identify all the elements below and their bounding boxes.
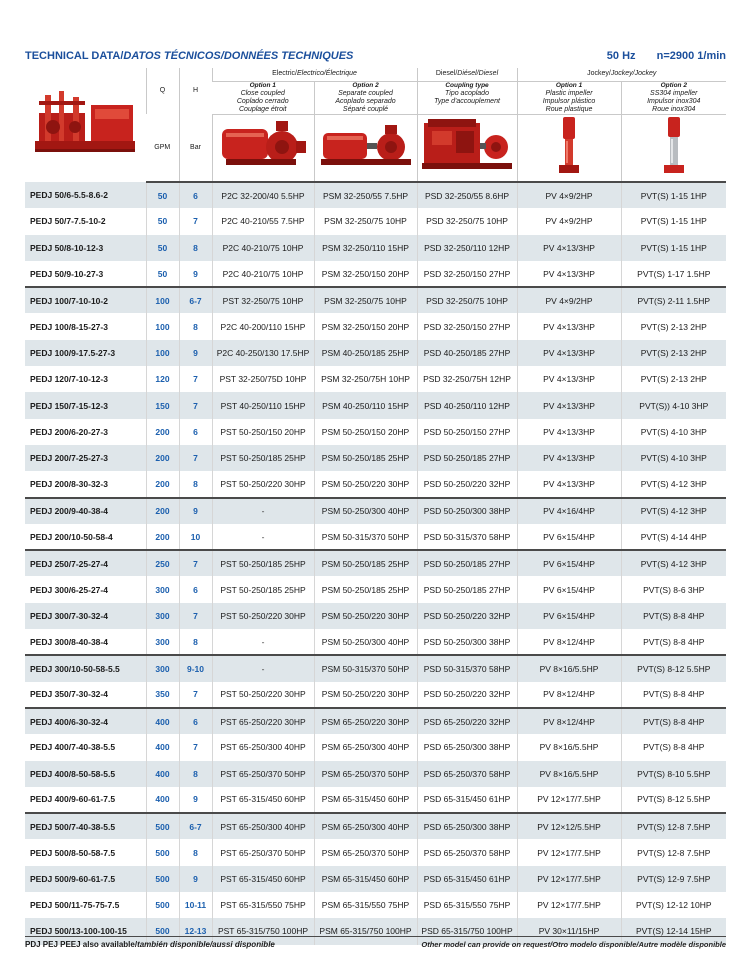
head-cell: 7 <box>179 445 212 471</box>
jockey-option1-cell: PV 4×9/2HP <box>517 287 621 313</box>
table-row <box>25 550 726 576</box>
jockey-option1-cell: PV 8×12/4HP <box>517 682 621 708</box>
flow-cell: 400 <box>146 708 179 734</box>
flow-cell: 50 <box>146 235 179 261</box>
jockey-option2-cell: PVT(S) 4-10 3HP <box>621 419 726 445</box>
jockey-option2-cell: PVT(S) 2-11 1.5HP <box>621 287 726 313</box>
jockey-option2-cell: PVT(S) 4-12 3HP <box>621 471 726 497</box>
model-cell: PEDJ 50/8-10-12-3 <box>25 235 146 261</box>
table-row <box>25 235 726 261</box>
diesel-cell: PSD 50-250/185 27HP <box>417 550 517 576</box>
electric-option1-cell: P2C 40-200/110 15HP <box>212 313 314 339</box>
jockey-option2-cell: PVT(S) 12-9 7.5HP <box>621 866 726 892</box>
separate-coupled-pump-icon <box>319 117 413 175</box>
electric-option2-cell: PSM 50-250/185 25HP <box>314 576 417 602</box>
jockey-option1-cell: PV 4×9/2HP <box>517 182 621 208</box>
head-cell: 8 <box>179 235 212 261</box>
speed-label: n=2900 1/min <box>656 50 726 62</box>
electric-option1-cell: PST 50-250/220 30HP <box>212 471 314 497</box>
table-row <box>25 208 726 234</box>
jockey-option1-cell: PV 4×13/3HP <box>517 261 621 287</box>
diesel-cell: PSD 65-250/300 38HP <box>417 813 517 839</box>
electric-option2-cell: PSM 50-250/220 30HP <box>314 603 417 629</box>
model-cell: PEDJ 500/9-60-61-7.5 <box>25 866 146 892</box>
electric-option2-cell: PSM 65-315/550 75HP <box>314 892 417 918</box>
electric-option1-cell: PST 65-250/300 40HP <box>212 813 314 839</box>
table-row <box>25 287 726 313</box>
electric-option2-cell: PSM 65-315/750 100HP <box>314 918 417 944</box>
jockey-option2-cell: PVT(S) 12-8 7.5HP <box>621 813 726 839</box>
table-row <box>25 708 726 734</box>
model-cell: PEDJ 150/7-15-12-3 <box>25 392 146 418</box>
table-row <box>25 892 726 918</box>
electric-option1-cell: PST 50-250/185 25HP <box>212 550 314 576</box>
flow-cell: 120 <box>146 366 179 392</box>
table-row <box>25 445 726 471</box>
flow-cell: 500 <box>146 813 179 839</box>
electric-option2-cell: PSM 32-250/75 10HP <box>314 287 417 313</box>
model-cell: PEDJ 100/9-17.5-27-3 <box>25 340 146 366</box>
jockey-option1-cell: PV 4×13/3HP <box>517 366 621 392</box>
diesel-group-header: Diesel/Diésel/Diesel <box>417 68 517 81</box>
jockey-option1-cell: PV 4×13/3HP <box>517 340 621 366</box>
diesel-image-cell <box>417 114 517 182</box>
jockey-option1-cell: PV 4×13/3HP <box>517 419 621 445</box>
diesel-cell: PSD 32-250/75 10HP <box>417 287 517 313</box>
jockey-option1-cell: PV 8×12/4HP <box>517 708 621 734</box>
pump-set-image-cell <box>25 68 146 182</box>
jockey-option1-cell: PV 6×15/4HP <box>517 576 621 602</box>
jockey-option2-cell: PVT(S) 12-14 15HP <box>621 918 726 944</box>
jockey-option1-cell: PV 4×13/3HP <box>517 235 621 261</box>
model-cell: PEDJ 500/7-40-38-5.5 <box>25 813 146 839</box>
jockey-option2-cell: PVT(S) 1-15 1HP <box>621 182 726 208</box>
electric-option1-cell: PST 65-250/370 50HP <box>212 761 314 787</box>
jockey-option2-cell: PVT(S) 1-17 1.5HP <box>621 261 726 287</box>
jockey-option1-cell: PV 12×17/7.5HP <box>517 892 621 918</box>
head-cell: 8 <box>179 761 212 787</box>
flow-cell: 500 <box>146 866 179 892</box>
diesel-cell: PSD 65-250/220 32HP <box>417 708 517 734</box>
model-cell: PEDJ 500/13-100-100-15 <box>25 918 146 944</box>
table-row <box>25 813 726 839</box>
flow-cell: 50 <box>146 182 179 208</box>
jockey-option2-cell: PVT(S) 8-8 4HP <box>621 734 726 760</box>
electric-option2-cell: PSM 50-250/220 30HP <box>314 682 417 708</box>
head-cell: 7 <box>179 392 212 418</box>
electric-option1-cell: - <box>212 655 314 681</box>
jockey-option1-cell: PV 12×17/7.5HP <box>517 839 621 865</box>
head-cell: 7 <box>179 682 212 708</box>
diesel-cell: PSD 65-250/370 58HP <box>417 839 517 865</box>
electric-option2-cell: PSM 50-315/370 50HP <box>314 524 417 550</box>
model-cell: PEDJ 350/7-30-32-4 <box>30 689 108 700</box>
electric-option1-cell: PST 50-250/185 25HP <box>212 445 314 471</box>
model-cell: PEDJ 100/8-15-27-3 <box>30 321 108 332</box>
electric-option2-cell: PSM 40-250/185 25HP <box>314 340 417 366</box>
diesel-cell: PSD 32-250/75 10HP <box>417 208 517 234</box>
model-cell: PEDJ 400/6-30-32-4 <box>25 708 146 734</box>
electric-option1-cell: P2C 40-210/75 10HP <box>212 235 314 261</box>
diesel-cell: PSD 40-250/110 12HP <box>417 392 517 418</box>
model-cell: PEDJ 300/8-40-38-4 <box>30 636 108 647</box>
model-cell: PEDJ 50/9-10-27-3 <box>30 268 104 279</box>
diesel-option-desc: Coupling type Tipo acoplado Type d'accouplement <box>417 81 517 114</box>
electric-option1-cell: PST 65-315/450 60HP <box>212 866 314 892</box>
flow-cell: 300 <box>146 576 179 602</box>
diesel-cell: PSD 50-315/370 58HP <box>417 524 517 550</box>
electric-option1-cell: PST 65-315/750 100HP <box>212 918 314 944</box>
model-cell: PEDJ 200/8-30-32-3 <box>30 478 108 489</box>
jockey-option1-cell: PV 12×17/7.5HP <box>517 787 621 813</box>
electric-option1-cell: - <box>212 524 314 550</box>
flow-unit: GPM <box>146 114 179 182</box>
flow-cell: 50 <box>146 261 179 287</box>
electric-option1-cell: - <box>212 498 314 524</box>
table-row <box>25 655 726 681</box>
model-cell: PEDJ 250/7-25-27-4 <box>25 550 146 576</box>
electric-option2-cell: PSM 65-315/450 60HP <box>314 787 417 813</box>
head-cell: 6 <box>179 576 212 602</box>
electric-option1-cell: PST 50-250/220 30HP <box>212 682 314 708</box>
flow-cell: 500 <box>146 839 179 865</box>
flow-cell: 300 <box>146 655 179 681</box>
electric-option2-cell: PSM 32-250/75H 10HP <box>314 366 417 392</box>
electric-option2-cell: PSM 50-250/150 20HP <box>314 419 417 445</box>
electric-option2-cell: PSM 65-250/220 30HP <box>314 708 417 734</box>
head-cell: 7 <box>179 208 212 234</box>
electric-option1-cell: P2C 40-210/55 7.5HP <box>212 208 314 234</box>
jockey-option1-cell: PV 4×13/3HP <box>517 313 621 339</box>
jockey-option2-cell: PVT(S) 4-10 3HP <box>621 445 726 471</box>
jockey-option2-cell: PVT(S) 4-12 3HP <box>621 498 726 524</box>
jockey-option2-cell: PVT(S) 8-8 4HP <box>621 603 726 629</box>
flow-cell: 200 <box>146 524 179 550</box>
flow-cell: 50 <box>146 208 179 234</box>
technical-data-table <box>25 68 726 945</box>
head-header: H <box>179 68 212 114</box>
flow-cell: 100 <box>146 313 179 339</box>
head-cell: 8 <box>179 839 212 865</box>
diesel-cell: PSD 50-250/150 27HP <box>417 419 517 445</box>
head-cell: 6-7 <box>179 813 212 839</box>
head-cell: 6-7 <box>179 287 212 313</box>
diesel-cell: PSD 50-250/185 27HP <box>417 445 517 471</box>
jockey-group-header: Jockey/Jockey/Jockey <box>517 68 726 81</box>
jockey-option1-cell: PV 4×13/3HP <box>517 445 621 471</box>
model-cell: PEDJ 50/6-5.5-8.6-2 <box>25 182 146 208</box>
table-row <box>25 761 726 787</box>
diesel-cell: PSD 32-250/55 8.6HP <box>417 182 517 208</box>
electric-option2-cell: PSM 32-250/110 15HP <box>314 235 417 261</box>
model-cell: PEDJ 300/6-25-27-4 <box>30 584 108 595</box>
table-row <box>25 839 726 865</box>
head-cell: 9 <box>179 340 212 366</box>
head-cell: 8 <box>179 471 212 497</box>
electric-option2-cell: PSM 65-250/300 40HP <box>314 813 417 839</box>
jockey-option2-cell: PVT(S) 8-8 4HP <box>621 708 726 734</box>
diesel-cell: PSD 32-250/75H 12HP <box>417 366 517 392</box>
diesel-cell: PSD 32-250/150 27HP <box>417 313 517 339</box>
head-unit: Bar <box>179 114 212 182</box>
flow-cell: 300 <box>146 603 179 629</box>
jockey-option1-cell: PV 8×16/5.5HP <box>517 655 621 681</box>
jockey-option1-desc: Option 1 Plastic impeller Impulsor plástico Roue plastique <box>517 81 621 114</box>
jockey-option2-cell: PVT(S) 12-12 10HP <box>621 892 726 918</box>
vertical-jockey-pump-ss-icon <box>659 115 689 177</box>
jockey-option2-cell: PVT(S) 8-8 4HP <box>621 682 726 708</box>
separate-coupled-image-cell <box>314 114 417 182</box>
head-cell: 6 <box>179 708 212 734</box>
electric-option2-cell: PSM 65-250/370 50HP <box>314 839 417 865</box>
table-row <box>25 682 726 708</box>
table-row <box>25 498 726 524</box>
head-cell: 9 <box>179 787 212 813</box>
flow-cell: 400 <box>146 761 179 787</box>
diesel-cell: PSD 65-315/750 100HP <box>417 918 517 944</box>
electric-option1-cell: PST 50-250/150 20HP <box>212 419 314 445</box>
diesel-cell: PSD 65-250/300 38HP <box>417 734 517 760</box>
jockey-option2-cell: PVT(S)) 4-10 3HP <box>621 392 726 418</box>
footer-availability-note: PDJ PEJ PEEJ also available/también disponible/aussi disponible <box>25 940 275 949</box>
head-cell: 7 <box>179 550 212 576</box>
diesel-cell: PSD 65-250/370 58HP <box>417 761 517 787</box>
diesel-cell: PSD 40-250/185 27HP <box>417 340 517 366</box>
flow-cell: 300 <box>146 629 179 655</box>
electric-option2-cell: PSM 50-250/185 25HP <box>314 550 417 576</box>
electric-option2-cell: PSM 32-250/150 20HP <box>314 261 417 287</box>
jockey2-image-cell <box>621 114 726 182</box>
flow-cell: 500 <box>146 918 179 944</box>
electric-option1-desc: Option 1 Close coupled Coplado cerrado Couplage étroit <box>212 81 314 114</box>
model-cell: PEDJ 300/10-50-58-5.5 <box>25 655 146 681</box>
model-cell: PEDJ 200/9-40-38-4 <box>25 498 146 524</box>
flow-cell: 500 <box>146 892 179 918</box>
close-coupled-pump-icon <box>216 117 310 175</box>
head-cell: 12-13 <box>179 918 212 944</box>
footer-request-note: Other model can provide on request/Otro modelo disponible/Autre modèle disponible <box>421 940 726 949</box>
diesel-cell: PSD 65-315/450 61HP <box>417 787 517 813</box>
electric-option1-cell: - <box>212 629 314 655</box>
table-row <box>25 866 726 892</box>
electric-option1-cell: P2C 40-210/75 10HP <box>212 261 314 287</box>
diesel-cell: PSD 50-250/300 38HP <box>417 498 517 524</box>
electric-option2-cell: PSM 50-250/300 40HP <box>314 498 417 524</box>
diesel-cell: PSD 50-315/370 58HP <box>417 655 517 681</box>
electric-group-header: Electric/Electrico/Électrique <box>212 68 417 81</box>
electric-option1-cell: P2C 32-200/40 5.5HP <box>212 182 314 208</box>
diesel-pump-icon <box>420 115 514 177</box>
flow-cell: 200 <box>146 498 179 524</box>
diesel-cell: PSD 32-250/150 27HP <box>417 261 517 287</box>
flow-cell: 200 <box>146 471 179 497</box>
model-cell: PEDJ 500/8-50-58-7.5 <box>30 847 116 858</box>
page-spec <box>589 50 726 62</box>
table-row <box>25 261 726 287</box>
model-cell: PEDJ 400/7-40-38-5.5 <box>30 742 116 753</box>
model-cell: PEDJ 400/9-60-61-7.5 <box>30 794 116 805</box>
electric-option1-cell: PST 65-250/300 40HP <box>212 734 314 760</box>
jockey-option1-cell: PV 4×9/2HP <box>517 208 621 234</box>
diesel-cell: PSD 65-315/450 61HP <box>417 866 517 892</box>
flow-cell: 400 <box>146 734 179 760</box>
electric-option2-cell: PSM 40-250/110 15HP <box>314 392 417 418</box>
electric-option1-cell: PST 32-250/75 10HP <box>212 287 314 313</box>
jockey-option2-cell: PVT(S) 4-12 3HP <box>621 550 726 576</box>
jockey-option2-cell: PVT(S) 4-14 4HP <box>621 524 726 550</box>
table-row <box>25 419 726 445</box>
electric-option2-cell: PSM 32-250/75 10HP <box>314 208 417 234</box>
electric-option2-cell: PSM 65-250/370 50HP <box>314 761 417 787</box>
table-row <box>25 576 726 602</box>
model-cell: PEDJ 50/7-7.5-10-2 <box>30 216 106 227</box>
flow-cell: 150 <box>146 392 179 418</box>
frequency-label: 50 Hz <box>606 50 636 62</box>
electric-option2-cell: PSM 32-250/150 20HP <box>314 313 417 339</box>
electric-option2-cell: PSM 50-250/300 40HP <box>314 629 417 655</box>
head-cell: 8 <box>179 629 212 655</box>
electric-option2-cell: PSM 50-250/220 30HP <box>314 471 417 497</box>
jockey-option2-cell: PVT(S) 8-8 4HP <box>621 629 726 655</box>
table-row <box>25 734 726 760</box>
page-title: TECHNICAL DATA/DATOS TÉCNICOS/DONNÉES TECHNIQUES <box>25 50 354 62</box>
diesel-cell: PSD 32-250/110 12HP <box>417 235 517 261</box>
electric-option1-cell: PST 65-315/550 75HP <box>212 892 314 918</box>
jockey-option1-cell: PV 4×13/3HP <box>517 471 621 497</box>
flow-cell: 250 <box>146 550 179 576</box>
electric-option2-cell: PSM 50-250/185 25HP <box>314 445 417 471</box>
vertical-jockey-pump-icon <box>554 115 584 177</box>
jockey-option2-cell: PVT(S) 2-13 2HP <box>621 313 726 339</box>
head-cell: 9 <box>179 261 212 287</box>
diesel-cell: PSD 50-250/220 32HP <box>417 682 517 708</box>
head-cell: 6 <box>179 419 212 445</box>
flow-cell: 350 <box>146 682 179 708</box>
diesel-cell: PSD 65-315/550 75HP <box>417 892 517 918</box>
jockey-option2-cell: PVT(S) 8-12 5.5HP <box>621 787 726 813</box>
electric-option1-cell: P2C 40-250/130 17.5HP <box>212 340 314 366</box>
electric-option2-cell: PSM 65-315/450 60HP <box>314 866 417 892</box>
jockey-option2-cell: PVT(S) 2-13 2HP <box>621 366 726 392</box>
electric-option2-cell: PSM 50-315/370 50HP <box>314 655 417 681</box>
table-row <box>25 182 726 208</box>
table-row <box>25 392 726 418</box>
jockey-option1-cell: PV 6×15/4HP <box>517 550 621 576</box>
footer-divider <box>25 936 726 937</box>
jockey-option1-cell: PV 4×16/4HP <box>517 498 621 524</box>
electric-option1-cell: PST 65-250/220 30HP <box>212 708 314 734</box>
model-cell: PEDJ 120/7-10-12-3 <box>30 374 108 385</box>
diesel-cell: PSD 50-250/185 27HP <box>417 576 517 602</box>
close-coupled-image-cell <box>212 114 314 182</box>
head-cell: 9 <box>179 498 212 524</box>
electric-option1-cell: PST 65-315/450 60HP <box>212 787 314 813</box>
diesel-cell: PSD 50-250/220 32HP <box>417 603 517 629</box>
jockey-option1-cell: PV 12×17/7.5HP <box>517 866 621 892</box>
electric-option1-cell: PST 40-250/110 15HP <box>212 392 314 418</box>
jockey-option2-cell: PVT(S) 12-8 7.5HP <box>621 839 726 865</box>
electric-option1-cell: PST 32-250/75D 10HP <box>212 366 314 392</box>
table-row <box>25 366 726 392</box>
jockey1-image-cell <box>517 114 621 182</box>
jockey-option1-cell: PV 6×15/4HP <box>517 603 621 629</box>
diesel-cell: PSD 50-250/220 32HP <box>417 471 517 497</box>
jockey-option1-cell: PV 30×11/15HP <box>517 918 621 944</box>
head-cell: 9 <box>179 866 212 892</box>
head-cell: 6 <box>179 182 212 208</box>
diesel-cell: PSD 50-250/300 38HP <box>417 629 517 655</box>
jockey-option2-cell: PVT(S) 1-15 1HP <box>621 208 726 234</box>
jockey-option1-cell: PV 4×13/3HP <box>517 392 621 418</box>
table-row <box>25 313 726 339</box>
model-cell: PEDJ 100/7-10-10-2 <box>25 287 146 313</box>
jockey-option1-cell: PV 6×15/4HP <box>517 524 621 550</box>
head-cell: 7 <box>179 603 212 629</box>
jockey-option1-cell: PV 8×16/5.5HP <box>517 734 621 760</box>
electric-option2-cell: PSM 65-250/300 40HP <box>314 734 417 760</box>
jockey-option2-cell: PVT(S) 8-12 5.5HP <box>621 655 726 681</box>
jockey-option1-cell: PV 8×16/5.5HP <box>517 761 621 787</box>
head-cell: 10-11 <box>179 892 212 918</box>
jockey-option1-cell: PV 12×12/5.5HP <box>517 813 621 839</box>
flow-cell: 100 <box>146 287 179 313</box>
table-row <box>25 629 726 655</box>
flow-cell: 200 <box>146 419 179 445</box>
head-cell: 7 <box>179 734 212 760</box>
flow-cell: 200 <box>146 445 179 471</box>
head-cell: 7 <box>179 366 212 392</box>
jockey-option2-cell: PVT(S) 8-10 5.5HP <box>621 761 726 787</box>
model-cell: PEDJ 200/10-50-58-4 <box>30 531 113 542</box>
electric-option1-cell: PST 65-250/370 50HP <box>212 839 314 865</box>
model-cell: PEDJ 200/7-25-27-3 <box>25 445 146 471</box>
flow-header: Q <box>146 68 179 114</box>
table-row <box>25 340 726 366</box>
table-row <box>25 603 726 629</box>
jockey-option1-cell: PV 8×12/4HP <box>517 629 621 655</box>
head-cell: 10 <box>179 524 212 550</box>
model-cell: PEDJ 300/7-30-32-4 <box>25 603 146 629</box>
electric-option2-desc: Option 2 Separate coupled Acoplado separado Séparé couplé <box>314 81 417 114</box>
flow-cell: 400 <box>146 787 179 813</box>
model-cell: PEDJ 200/6-20-27-3 <box>30 426 108 437</box>
jockey-option2-desc: Option 2 SS304 impeller Impulsor inox304 Roue inox304 <box>621 81 726 114</box>
head-cell: 8 <box>179 313 212 339</box>
electric-option1-cell: PST 50-250/185 25HP <box>212 576 314 602</box>
head-cell: 9-10 <box>179 655 212 681</box>
fire-pump-set-icon <box>31 81 139 167</box>
table-row <box>25 524 726 550</box>
jockey-option2-cell: PVT(S) 8-6 3HP <box>621 576 726 602</box>
flow-cell: 100 <box>146 340 179 366</box>
jockey-option2-cell: PVT(S) 1-15 1HP <box>621 235 726 261</box>
jockey-option2-cell: PVT(S) 2-13 2HP <box>621 340 726 366</box>
model-cell: PEDJ 500/11-75-75-7.5 <box>30 900 120 911</box>
model-cell: PEDJ 400/8-50-58-5.5 <box>25 761 146 787</box>
table-row <box>25 471 726 497</box>
table-row <box>25 787 726 813</box>
electric-option1-cell: PST 50-250/220 30HP <box>212 603 314 629</box>
electric-option2-cell: PSM 32-250/55 7.5HP <box>314 182 417 208</box>
